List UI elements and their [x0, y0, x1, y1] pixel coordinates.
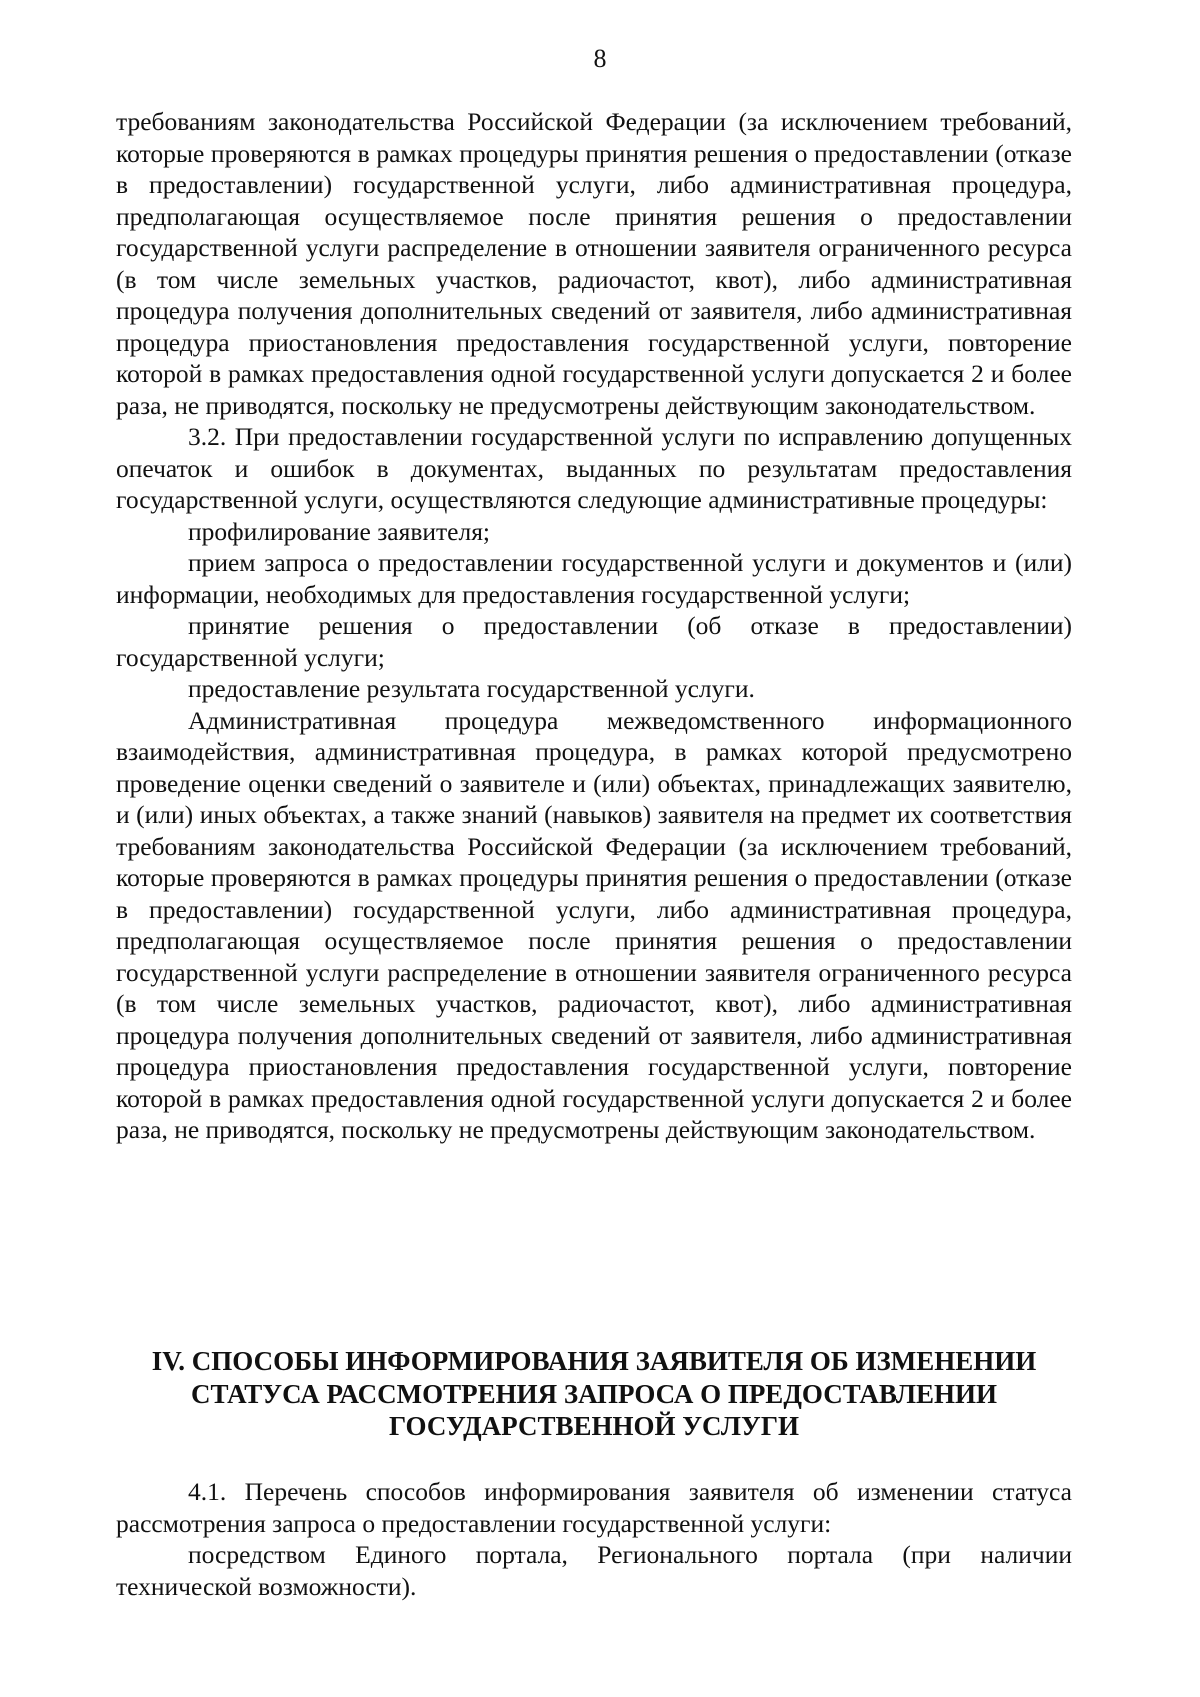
- list-item-decision: принятие решения о предоставлении (об отказе в предоставлении) государственной услуги;: [116, 611, 1072, 672]
- list-item-request-reception: прием запроса о предоставлении государственной услуги и документов и (или) информации, необходимых для предоставления государственной услуги;: [116, 548, 1072, 609]
- paragraph-interagency: Административная процедура межведомственного информационного взаимодействия, административная процедура, в рамках которой предусмотрено проведение оценки сведений о заявителе и (или) объектах, принадлежащих заявителю, и (или) иных объектах, а также знаний (навыков) заявителя на предмет их соответствия требованиям законодательства Российской Федерации (за исключением требований, которые проверяются в рамках процедуры принятия решения о предоставлении (отказе в предоставлении) государственной услуги, либо административная процедура, предполагающая осуществляемое после принятия решения о предоставлении государственной услуги распределение в отношении заявителя ограниченного ресурса (в том числе земельных участков, радиочастот, квот), либо административная процедура получения дополнительных сведений от заявителя, либо административная процедура приостановления предоставления государственной услуги, повторение которой в рамках предоставления одной государственной услуги допускается 2 и более раза, не приводятся, поскольку не предусмотрены действующим законодательством.: [116, 705, 1072, 1144]
- paragraph-portal-methods: посредством Единого портала, Регионального портала (при наличии технической возможности).: [116, 1540, 1072, 1601]
- section-body-text: [116, 1476, 1072, 1602]
- list-item-result: предоставление результата государственной услуги.: [188, 674, 755, 703]
- body-text: [116, 106, 1072, 1146]
- paragraph-3-2: 3.2. При предоставлении государственной услуги по исправлению допущенных опечаток и ошибок в документах, выданных по результатам предоставления государственной услуги, осуществляются следующие административные процедуры:: [116, 422, 1072, 514]
- section-title: IV. СПОСОБЫ ИНФОРМИРОВАНИЯ ЗАЯВИТЕЛЯ ОБ ИЗМЕНЕНИИ СТАТУСА РАССМОТРЕНИЯ ЗАПРОСА О ПРЕДОСТАВЛЕНИИ ГОСУДАРСТВЕННОЙ УСЛУГИ: [151, 1346, 1037, 1441]
- list-item-profiling: профилирование заявителя;: [188, 516, 491, 546]
- paragraph-continuation: требованиям законодательства Российской Федерации (за исключением требований, которые проверяются в рамках процедуры принятия решения о предоставлении (отказе в предоставлении) государственной услуги, либо административная процедура, предполагающая осуществляемое после принятия решения о предоставлении государственной услуги распределение в отношении заявителя ограниченного ресурса (в том числе земельных участков, радиочастот, квот), либо административная процедура получения дополнительных сведений от заявителя, либо административная процедура приостановления предоставления государственной услуги, повторение которой в рамках предоставления одной государственной услуги допускается 2 и более раза, не приводятся, поскольку не предусмотрены действующим законодательством.: [116, 107, 1072, 420]
- page-number: 8: [593, 44, 607, 73]
- paragraph-4-1: 4.1. Перечень способов информирования заявителя об изменении статуса рассмотрения запроса о предоставлении государственной услуги:: [116, 1477, 1072, 1538]
